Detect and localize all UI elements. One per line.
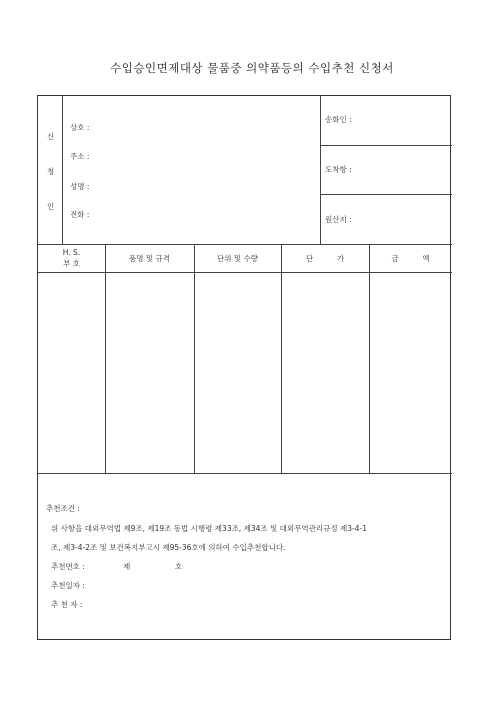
table-top-border (38, 244, 452, 245)
header-unit-quantity: 단위 및 수량 (217, 254, 258, 263)
table-col-divider-2 (194, 244, 195, 473)
applicant-label-char-2: 청 (47, 167, 55, 176)
recommendation-date-label: 추천일자 : (51, 581, 85, 590)
table-col-divider-3 (281, 244, 282, 473)
table-col-divider-1 (105, 244, 106, 473)
right-row-divider-1 (320, 145, 452, 146)
company-name-field[interactable]: 상호 : (70, 123, 90, 132)
application-form (37, 95, 451, 640)
document-title: 수입승인면제대상 물품중 의약품등의 수입추천 신청서 (110, 61, 394, 75)
address-field[interactable]: 주소 : (70, 152, 90, 161)
header-amount: 금 액 (391, 254, 430, 263)
origin-field[interactable]: 원산지 : (325, 215, 352, 224)
conditions-label: 추천조건 : (46, 504, 80, 513)
applicant-label-char-3: 인 (47, 202, 55, 211)
recommender-label: 추 천 자 : (51, 600, 83, 609)
table-header-bottom-border (38, 272, 452, 273)
table-col-divider-4 (369, 244, 370, 473)
recommendation-number-label: 추천번호 : (51, 562, 85, 571)
recommendation-text-line-2: 조, 제3-4-2조 및 보건복지부고시 제95-36호에 의하여 수입추천합니다. (51, 543, 286, 552)
shipper-field[interactable]: 송화인 : (325, 115, 352, 124)
phone-field[interactable]: 전화 : (70, 210, 90, 219)
header-item-spec: 품명 및 규격 (129, 254, 170, 263)
applicant-label-char-1: 신 (47, 132, 55, 141)
header-hs-code: H. S. 부 호 (62, 248, 81, 268)
recommendation-text-line-1: 위 사항을 대외무역법 제9조, 제19조 동법 시행령 제33조, 제34조 및 대외무역관리규정 제3-4-1 (51, 524, 367, 533)
name-field[interactable]: 성명 : (70, 182, 90, 191)
recommendation-number-prefix: 제 (123, 562, 131, 571)
recommendation-number-suffix: 호 (175, 562, 183, 571)
applicant-label-divider (62, 96, 63, 244)
table-bottom-border (38, 473, 452, 474)
header-unit-price: 단 가 (305, 254, 345, 263)
arrival-port-field[interactable]: 도착항 : (325, 165, 352, 174)
right-row-divider-2 (320, 194, 452, 195)
right-column-divider (320, 96, 321, 244)
